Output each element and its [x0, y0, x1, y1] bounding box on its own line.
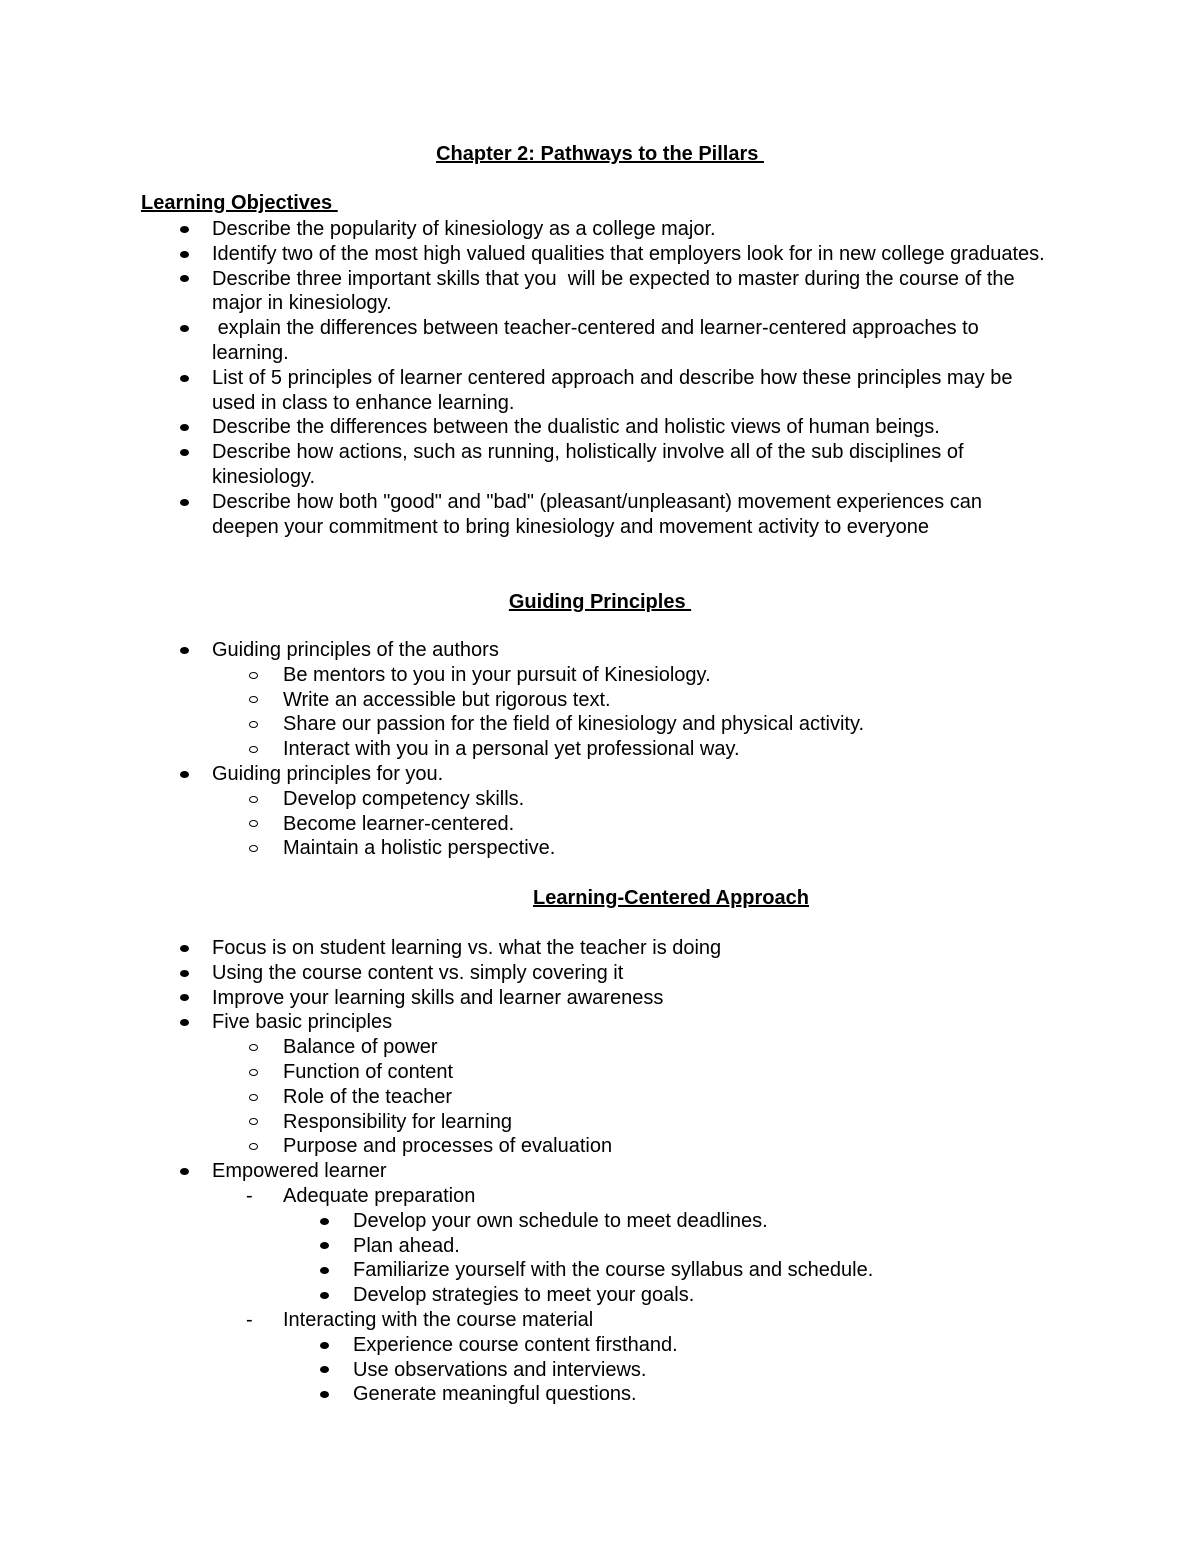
page-title: Chapter 2: Pathways to the Pillars — [436, 143, 764, 165]
sub-list-item: Responsibility for learning — [0, 1110, 1043, 1135]
sub-list-item: - Interacting with the course material — [246, 1308, 594, 1331]
sub-list-item: Maintain a holistic perspective. — [0, 836, 1043, 861]
list-item: Describe three important skills that you will be expected to master during the course of the major in kinesiology. — [0, 267, 1052, 317]
sub-sub-list-item: Develop strategies to meet your goals. — [0, 1283, 1053, 1308]
sub-list-item: Balance of power — [0, 1035, 1043, 1060]
circle-bullet-icon — [249, 712, 258, 737]
circle-bullet-icon — [249, 1060, 258, 1085]
sub-list-item: Role of the teacher — [0, 1085, 1043, 1110]
list-item: Focus is on student learning vs. what the teacher is doing — [0, 936, 1052, 961]
bullet-icon — [180, 762, 189, 787]
sub-list-item: Share our passion for the field of kinesiology and physical activity. — [0, 712, 1043, 737]
guiding-principles-heading: Guiding Principles — [508, 591, 692, 613]
sub-list-item: Function of content — [0, 1060, 1043, 1085]
learning-centered-list — [0, 936, 1053, 1407]
bullet-icon — [180, 316, 189, 341]
circle-bullet-icon — [249, 1085, 258, 1110]
circle-bullet-icon — [249, 812, 258, 837]
bullet-icon — [180, 638, 189, 663]
bullet-icon — [180, 961, 189, 986]
circle-bullet-icon — [249, 836, 258, 861]
dash-bullet-icon: - — [246, 1184, 253, 1207]
circle-bullet-icon — [249, 1134, 258, 1159]
circle-bullet-icon — [249, 1035, 258, 1060]
bullet-icon — [320, 1258, 329, 1283]
bullet-icon — [180, 366, 189, 391]
list-item: Using the course content vs. simply covering it — [0, 961, 1052, 986]
list-item: Guiding principles of the authors — [0, 638, 1052, 663]
sub-sub-list-item: Use observations and interviews. — [0, 1358, 1053, 1383]
sub-list-item: Become learner-centered. — [0, 812, 1043, 837]
bullet-icon — [180, 490, 189, 515]
list-item: explain the differences between teacher-centered and learner-centered approaches to learning. — [0, 316, 1052, 366]
bullet-icon — [180, 1010, 189, 1035]
circle-bullet-icon — [249, 1110, 258, 1135]
sub-list-item: Develop competency skills. — [0, 787, 1043, 812]
bullet-icon — [320, 1234, 329, 1259]
sub-list-item: Write an accessible but rigorous text. — [0, 688, 1043, 713]
learning-objectives-list — [0, 217, 1052, 539]
bullet-icon — [320, 1283, 329, 1308]
sub-sub-list-item: Plan ahead. — [0, 1234, 1053, 1259]
list-item: List of 5 principles of learner centered approach and describe how these principles may be used in class to enhance learning. — [0, 366, 1052, 416]
bullet-icon — [320, 1209, 329, 1234]
learning-centered-heading: Learning-Centered Approach — [533, 887, 809, 909]
bullet-icon — [320, 1358, 329, 1383]
bullet-icon — [180, 415, 189, 440]
bullet-icon — [180, 242, 189, 267]
circle-bullet-icon — [249, 688, 258, 713]
list-item: Describe the differences between the dualistic and holistic views of human beings. — [0, 415, 1052, 440]
bullet-icon — [180, 986, 189, 1011]
list-item: Describe how both "good" and "bad" (pleasant/unpleasant) movement experiences can deepen your commitment to bring kinesiology and movement activity to everyone — [0, 490, 1052, 540]
list-item: Describe the popularity of kinesiology as a college major. — [0, 217, 1052, 242]
guiding-principles-list — [0, 638, 1052, 861]
learning-objectives-heading: Learning Objectives — [141, 192, 338, 214]
circle-bullet-icon — [249, 787, 258, 812]
list-item: Improve your learning skills and learner awareness — [0, 986, 1052, 1011]
bullet-icon — [180, 267, 189, 292]
bullet-icon — [180, 936, 189, 961]
bullet-icon — [320, 1333, 329, 1358]
sub-list-item: Be mentors to you in your pursuit of Kinesiology. — [0, 663, 1043, 688]
sub-sub-list-item: Familiarize yourself with the course syllabus and schedule. — [0, 1258, 1053, 1283]
bullet-icon — [180, 217, 189, 242]
bullet-icon — [320, 1382, 329, 1407]
bullet-icon — [180, 1159, 189, 1184]
list-item: Empowered learner — [0, 1159, 1052, 1184]
list-item: Five basic principles — [0, 1010, 1052, 1035]
sub-list-item: Purpose and processes of evaluation — [0, 1134, 1043, 1159]
sub-sub-list-item: Develop your own schedule to meet deadlines. — [0, 1209, 1053, 1234]
bullet-icon — [180, 440, 189, 465]
list-item: Guiding principles for you. — [0, 762, 1052, 787]
sub-list-item: - Adequate preparation — [246, 1184, 476, 1207]
list-item: Describe how actions, such as running, holistically involve all of the sub disciplines of kinesiology. — [0, 440, 1052, 490]
sub-list-item: Interact with you in a personal yet professional way. — [0, 737, 1043, 762]
circle-bullet-icon — [249, 737, 258, 762]
dash-bullet-icon: - — [246, 1308, 253, 1331]
sub-sub-list-item: Generate meaningful questions. — [0, 1382, 1053, 1407]
circle-bullet-icon — [249, 663, 258, 688]
list-item: Identify two of the most high valued qualities that employers look for in new college graduates. — [0, 242, 1052, 267]
sub-sub-list-item: Experience course content firsthand. — [0, 1333, 1053, 1358]
